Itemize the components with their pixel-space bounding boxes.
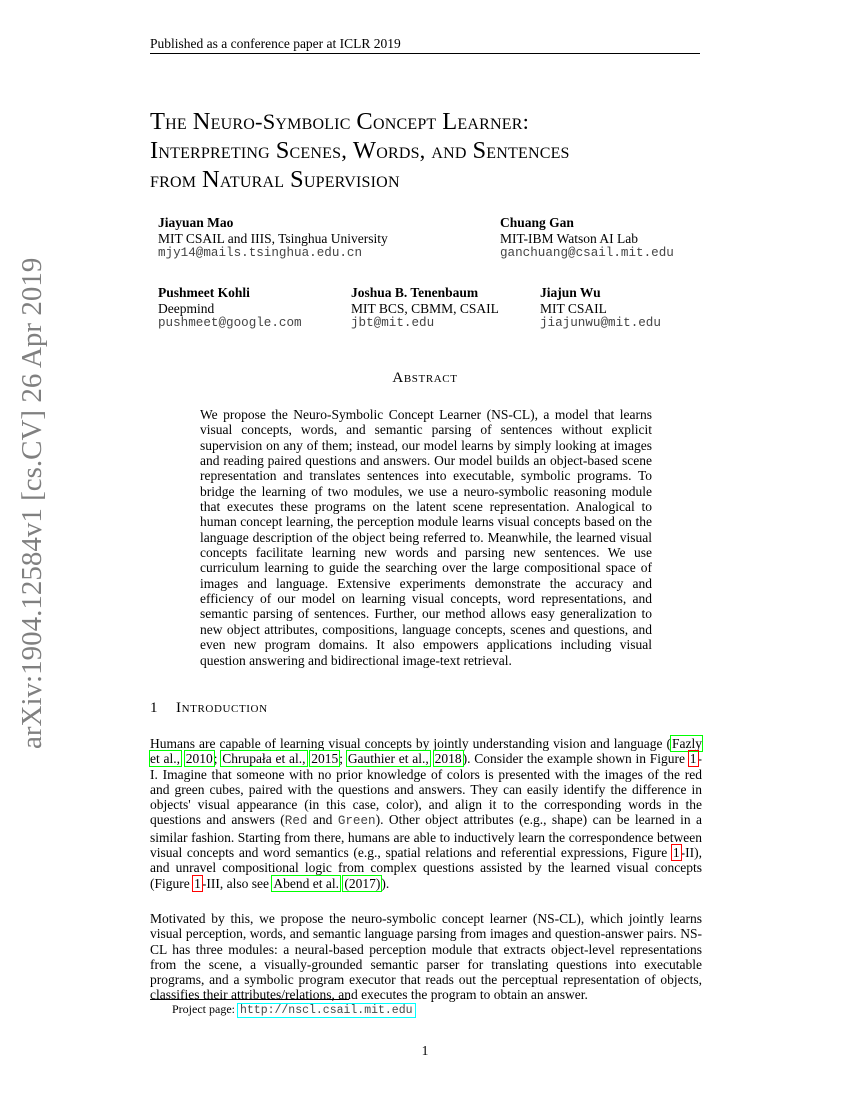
abstract-heading: Abstract — [392, 370, 458, 386]
author-name: Chuang Gan — [500, 215, 574, 230]
text-run: ). Other object attributes (e.g., shape) can be learned in a similar fashion. Starting from there, humans are able to inductively learn the correspondence between visual concepts and word semantics (e.g., spatial relations and referential expressions, Figure — [150, 812, 702, 861]
author-name: Pushmeet Kohli — [158, 285, 250, 300]
author-block — [158, 215, 388, 262]
text-run: -III, also see — [201, 875, 273, 891]
arxiv-stamp: arXiv:1904.12584v1 [cs.CV] 26 Apr 2019 — [16, 257, 48, 749]
author-name: Joshua B. Tenenbaum — [351, 285, 479, 300]
abstract-body: We propose the Neuro-Symbolic Concept Learner (NS-CL), a model that learns visual concepts, words, and semantic parsing of sentences without explicit supervision on any of them; instead, our model learns by simply looking at images and reading paired questions and answers. Our model builds an object-based scene representation and translates sentences into executable, symbolic programs. To bridge the learning of two modules, we use a neuro-symbolic reasoning module that executes these programs on the latent scene representation. Analogical to human concept learning, the perception module learns visual concepts based on the language description of the object being referred to. Meanwhile, the learned visual concepts facilitate learning new words and parsing new sentences. We use curriculum learning to guide the searching over the large compositional space of images and language. Extensive experiments demonstrate the accuracy and efficiency of our model on learning visual concepts, word representations, and semantic parsing of sentences. Further, our method allows easy generalization to new object attributes, compositions, language concepts, scenes and questions, and even new program domains. It also empowers applications including visual question answering and bidirectional image-text retrieval. — [200, 407, 652, 668]
author-block — [540, 285, 661, 332]
title-line-3: from Natural Supervision — [150, 166, 400, 193]
code-token: Green — [337, 814, 376, 829]
author-name: Jiajun Wu — [540, 285, 601, 300]
footnote-rule — [150, 999, 349, 1000]
page-number: 1 — [421, 1043, 429, 1058]
title-line-2: Interpreting Scenes, Words, and Sentences — [150, 137, 570, 164]
code-token: Red — [284, 814, 308, 829]
author-affiliation: MIT CSAIL and IIIS, Tsinghua University — [158, 230, 388, 246]
citation-year-link[interactable]: 2018 — [434, 751, 462, 767]
author-name: Jiayuan Mao — [158, 215, 234, 230]
text-run: ; — [213, 751, 222, 767]
citation-year-link[interactable]: 2010 — [185, 751, 213, 767]
citation-link[interactable]: Fazly et al., — [150, 736, 702, 767]
author-email[interactable]: mjy14@mails.tsinghua.edu.cn — [158, 246, 363, 260]
author-block — [351, 285, 499, 332]
section-title: Introduction — [176, 700, 268, 716]
author-email[interactable]: pushmeet@google.com — [158, 316, 302, 330]
citation-year-link[interactable]: 2015 — [311, 751, 339, 767]
footnote — [172, 1002, 415, 1017]
author-block — [500, 215, 674, 262]
author-block — [158, 285, 302, 332]
text-run: ). — [381, 875, 390, 891]
text-run: ). Consider the example shown in Figure — [462, 751, 689, 767]
figure-ref-link[interactable]: 1 — [194, 875, 201, 891]
figure-ref-link[interactable]: 1 — [689, 751, 697, 767]
section-heading — [150, 700, 268, 717]
text-run: Humans are capable of learning visual concepts by jointly understanding vision and language ( — [150, 736, 671, 751]
citation-link[interactable]: Gauthier et al., — [347, 751, 429, 767]
citation-link[interactable]: Abend et al. — [273, 875, 339, 891]
figure-ref-link[interactable]: 1 — [672, 845, 680, 861]
author-affiliation: MIT BCS, CBMM, CSAIL — [351, 300, 499, 316]
author-email[interactable]: ganchuang@csail.mit.edu — [500, 246, 674, 260]
author-affiliation: MIT CSAIL — [540, 300, 607, 316]
text-run: -II), and unravel compositional logic from complex questions assisted by the learned visual concepts (Figure — [150, 845, 702, 891]
footnote-label: Project page: — [172, 1002, 238, 1016]
section-number: 1 — [150, 700, 158, 716]
author-affiliation: Deepmind — [158, 300, 215, 316]
citation-year-link[interactable]: (2017) — [344, 875, 381, 891]
intro-paragraph-2: Motivated by this, we propose the neuro-symbolic concept learner (NS-CL), which jointly learns visual perception, words, and semantic language parsing from images and question-answer pairs. NS-CL has three modules: a neural-based perception module that extracts object-level representations from the scene, a visually-grounded semantic parser for translating questions into executable programs, and a symbolic program executor that reads out the perceptual representation of objects, classifies their attributes/relations, and executes the program to obtain an answer. — [150, 911, 702, 1003]
text-run: ; — [339, 751, 347, 767]
text-run: -I. Imagine that someone with no prior knowledge of colors is presented with the images of the red and green cubes, paired with the questions and answers. They can easily identify the difference in objects' visual appearance (in this case, color), and align it to the corresponding words in the questions and answers ( — [150, 751, 702, 828]
title-line-1: The Neuro-Symbolic Concept Learner: — [150, 108, 530, 135]
running-header: Published as a conference paper at ICLR 2019 — [150, 36, 700, 54]
paper-title — [150, 107, 750, 194]
intro-paragraph-1 — [150, 736, 702, 891]
text-run: and — [307, 812, 338, 828]
author-email[interactable]: jbt@mit.edu — [351, 316, 435, 330]
author-affiliation: MIT-IBM Watson AI Lab — [500, 230, 639, 246]
citation-link[interactable]: Chrupała et al., — [222, 751, 306, 767]
author-email[interactable]: jiajunwu@mit.edu — [540, 316, 661, 330]
project-page-link[interactable]: http://nscl.csail.mit.edu — [239, 1004, 413, 1017]
